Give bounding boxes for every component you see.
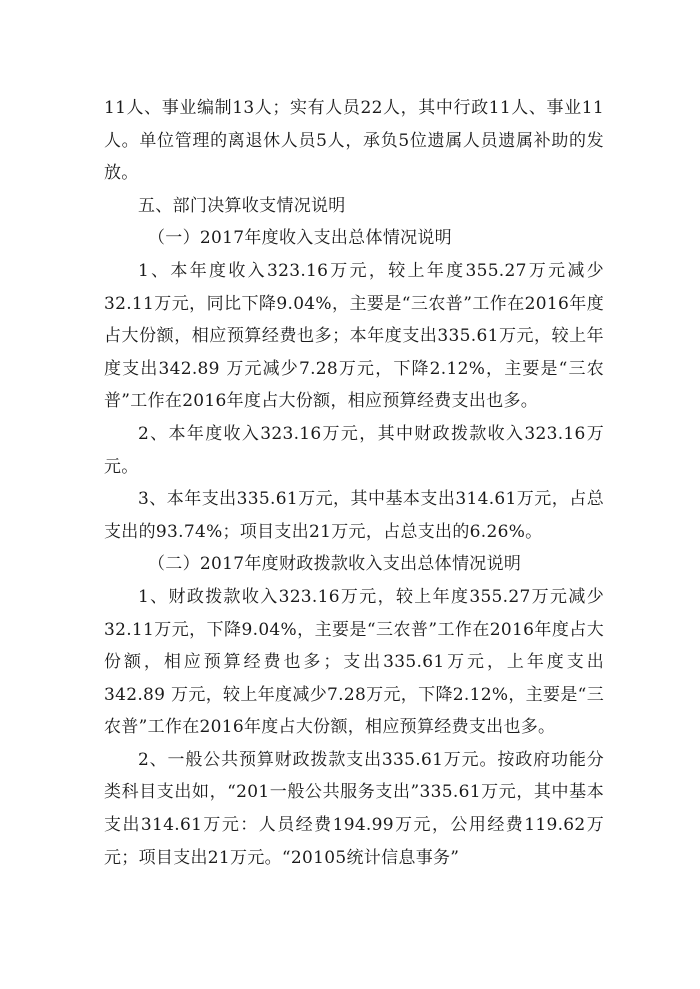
paragraph-fiscal-1: 1、财政拨款收入323.16万元，较上年度355.27万元减少32.11万元，下降9.04%，主要是“三农普”工作在2016年度占大份额，相应预算经费也多；支出335.61万元，上年度支出342.89 万元，较上年度减少7.28万元，下降2.12%，主要是“三农普”工作在2016年度占大份额，相应预算经费支出也多。 <box>104 586 604 738</box>
paragraph-staffing: 11人、事业编制13人；实有人员22人，其中行政11人、事业11人。单位管理的离退休人员5人，承负5位遗属人员遗属补助的发放。 <box>104 98 604 184</box>
section-heading-five: 五、部门决算收支情况说明 <box>138 195 346 216</box>
paragraph-income-expense-2: 2、本年度收入323.16万元，其中财政拨款收入323.16万元。 <box>104 423 604 477</box>
paragraph-income-expense-1: 1、本年度收入323.16万元，较上年度355.27万元减少32.11万元，同比下降9.04%，主要是“三农普”工作在2016年度占大份额，相应预算经费也多；本年度支出335.61万元，较上年度支出342.89 万元减少7.28万元，下降2.12%，主要是“三农普”工作在2016年度占大份额，相应预算经费支出也多。 <box>104 260 604 412</box>
document-body <box>104 92 604 874</box>
subsection-heading-two: （二）2017年度财政拨款收入支出总体情况说明 <box>148 554 522 575</box>
paragraph-income-expense-3: 3、本年支出335.61万元，其中基本支出314.61万元，占总支出的93.74%；项目支出21万元，占总支出的6.26%。 <box>104 489 604 542</box>
paragraph-fiscal-2: 2、一般公共预算财政拨款支出335.61万元。按政府功能分类科目支出如，“201一般公共服务支出”335.61万元，其中基本支出314.61万元：人员经费194.99万元，公用经费119.62万元；项目支出21万元。“20105统计信息事务” <box>104 749 604 868</box>
subsection-heading-one: （一）2017年度收入支出总体情况说明 <box>148 228 452 249</box>
